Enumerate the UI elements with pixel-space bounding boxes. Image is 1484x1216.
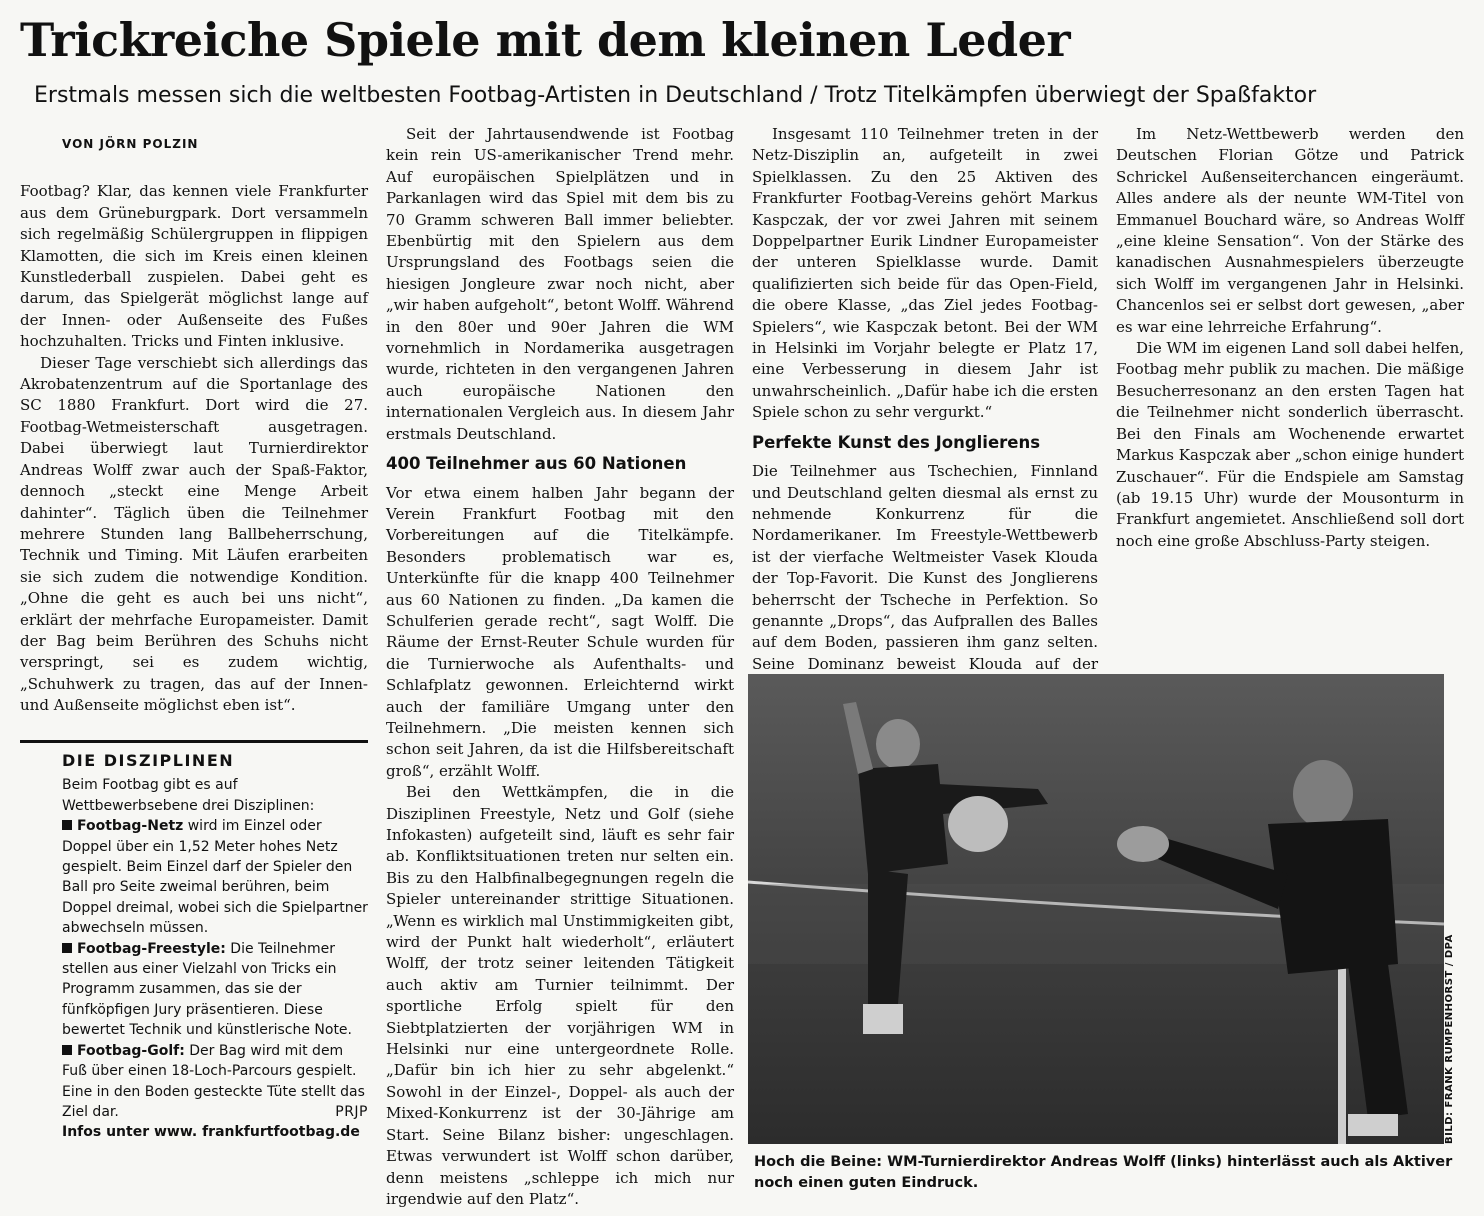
info-item-label: Footbag-Freestyle: xyxy=(77,940,226,957)
article-paragraph-1: Footbag? Klar, das kennen viele Frankfurter aus dem Grüneburgpark. Dort versammeln sich regelmäßig Schülergruppen in flippigen Klamotten, die sich im Kreis einen kleinen Kunstlederball zuspielen. Dabei geht es darum, das Spielgerät möglichst lange auf der Innen- oder Außenseite des Fußes hochzuhalten. Tricks und Finten inklusive. xyxy=(20,182,368,351)
info-box-link[interactable]: Infos unter www. frankfurtfootbag.de xyxy=(62,1124,360,1141)
info-box-intro: Beim Footbag gibt es auf Wettbewerbsebene drei Disziplinen: xyxy=(62,777,315,814)
article-paragraph-9: Die WM im eigenen Land soll dabei helfen, Footbag mehr publik zu machen. Die mäßige Besucherresonanz an den ersten Tagen hat die Teilnehmer nicht sonderlich überrascht. Bei den Finals am Wochenende erwartet Markus Kaspczak aber „schon einige hundert Zuschauer“. Für die Endspiele am Samstag (ab 19.15 Uhr) wurde der Mousonturm in Frankfurt angemietet. Anschließend soll dort noch eine große Abschluss-Party steigen. xyxy=(1116,339,1464,550)
info-item-label: Footbag-Golf: xyxy=(77,1042,185,1059)
article-paragraph-6: Insgesamt 110 Teilnehmer treten in der Netz-Disziplin an, aufgeteilt in zwei Spielklassen. Zu den 25 Aktiven des Frankfurter Footbag-Vereins gehört Markus Kaspczak, der vor zwei Jahren mit seinem Doppelpartner Eurik Lindner Europameister der unteren Spielklasse wurde. Damit qualifizierten sich beide für das Open-Field, die obere Klasse, „das Ziel jedes Footbag-Spielers“, wie Kaspczak betont. Bei der WM in Helsinki im Vorjahr belegte er Platz 17, eine Verbesserung in diesem Jahr ist unwahrscheinlich. „Dafür habe ich die ersten Spiele schon zu sehr vergurkt.“ xyxy=(752,125,1098,422)
subhead-juggling: Perfekte Kunst des Jonglierens xyxy=(752,432,1041,452)
article-paragraph-4: Vor etwa einem halben Jahr begann der Verein Frankfurt Footbag mit den Vorbereitungen auf die Titelkämpfe. Besonders problematisch war es, Unterkünfte für die knapp 400 Teilnehmer aus 60 Nationen zu finden. „Da kamen die Schulferien gerade recht“, sagt Wolff. Die Räume der Ernst-Reuter Schule wurden für die Turnierwoche als Aufenthalts- und Schlafplatz gewonnen. Erleichternd wirkt auch der familiäre Umgang unter den Teilnehmern. „Die meisten kennen sich schon seit Jahren, da ist die Hilfsbereitschaft groß“, erzählt Wolff. xyxy=(386,483,734,780)
article-column-3 xyxy=(752,124,1098,718)
byline: VON JÖRN POLZIN xyxy=(62,137,199,151)
info-item-text: Die Teilnehmer stellen aus einer Vielzahl von Tricks ein Programm zusammen, das sie der fünfköpfigen Jury präsentieren. Diese bewertet Technik und künstlerische Note. xyxy=(62,940,352,1039)
article-column-1 xyxy=(20,124,368,717)
info-box-body xyxy=(62,775,368,1142)
info-box-item xyxy=(62,816,368,938)
info-box-title: DIE DISZIPLINEN xyxy=(62,751,235,770)
info-item-label: Footbag-Netz xyxy=(77,818,184,835)
article-photo xyxy=(748,674,1444,1144)
article-paragraph-5: Bei den Wettkämpfen, die in die Disziplinen Freestyle, Netz und Golf (siehe Infokasten) aufgeteilt sind, läuft es sehr fair ab. Konfliktsituationen treten nur selten ein. Bis zu den Halbfinalbegegnungen regeln die Spieler untereinander strittige Situationen. „Wenn es wirklich mal Unstimmigkeiten gibt, wird der Punkt halt wiederholt“, erläutert Wolff, der trotz seiner leitenden Tätigkeit auch aktiv am Turnier teilnimmt. Der sportliche Erfolg spielt für den Siebtplatzierten der vorjährigen WM in Helsinki nur eine untergeordnete Rolle. „Dafür bin ich hier zu sehr abgelenkt.“ Sowohl in der Einzel-, Doppel- als auch der Mixed-Konkurrenz ist der 30-Jährige am Start. Seine Bilanz bisher: ungeschlagen. Etwas verwundert ist Wolff schon darüber, denn meistens „schleppe ich mich nur irgendwie auf den Platz“. xyxy=(386,783,734,1208)
article-column-2 xyxy=(386,124,734,1210)
bullet-square-icon xyxy=(62,1045,72,1055)
info-box-disciplines xyxy=(20,740,368,1143)
article-column-4 xyxy=(1116,124,1464,552)
info-item-text: wird im Einzel oder Doppel über ein 1,52 Meter hohes Netz gespielt. Beim Einzel darf der Spieler den Ball pro Seite zweimal berühren, beim Doppel dreimal, wobei sich die Spielpartner abwechseln müssen. xyxy=(62,818,368,937)
photo-caption: Hoch die Beine: WM-Turnierdirektor Andreas Wolff (links) hinterlässt auch als Aktiver noch einen guten Eindruck. xyxy=(754,1154,1453,1191)
headline: Trickreiche Spiele mit dem kleinen Leder xyxy=(20,13,1071,67)
photo-footbag-players xyxy=(748,674,1444,1144)
info-box-item xyxy=(62,1041,368,1123)
subhead-participants: 400 Teilnehmer aus 60 Nationen xyxy=(386,454,687,474)
info-item-text: Der Bag wird mit dem Fuß über einen 18-Loch-Parcours gespielt. Eine in den Boden gesteckte Tüte stellt das Ziel dar. xyxy=(62,1042,365,1120)
subheadline: Erstmals messen sich die weltbesten Footbag-Artisten in Deutschland / Trotz Titelkämpfen überwiegt der Spaßfaktor xyxy=(34,83,1317,108)
article-paragraph-3: Seit der Jahrtausendwende ist Footbag kein rein US-amerikanischer Trend mehr. Auf europäischen Spielplätzen und in Parkanlagen wird das Spiel mit dem bis zu 70 Gramm schweren Ball immer beliebter. Ebenbürtig mit den Spielern aus dem Ursprungsland des Footbags seien die hiesigen Jongleure zwar noch nicht, aber „wir haben aufgeholt“, betont Wolff. Während in den 80er und 90er Jahren die WM vornehmlich in Nordamerika ausgetragen wurde, richteten in den vergangenen Jahren auch europäische Nationen den internationalen Vergleich aus. In diesem Jahr erstmals Deutschland. xyxy=(386,125,734,443)
article-paragraph-8: Im Netz-Wettbewerb werden den Deutschen Florian Götze und Patrick Schrickel Außenseiterchancen eingeräumt. Alles andere als der neunte WM-Titel von Emmanuel Bouchard wäre, so Andreas Wolff „eine kleine Sensation“. Von der Stärke des kanadischen Ausnahmespielers überzeugte sich Wolff im vergangenen Jahr in Helsinki. Chancenlos sei er selbst dort gewesen, „aber es war eine lehrreiche Erfahrung“. xyxy=(1116,125,1464,336)
article-paragraph-7: Die Teilnehmer aus Tschechien, Finnland und Deutschland gelten diesmal als ernst zu nehmende Konkurrenz für die Nordamerikaner. Im Freestyle-Wettbewerb ist der vierfache Weltmeister Vasek Klouda der Top-Favorit. Die Kunst des Jonglierens beherrscht der Tscheche in Perfektion. So genannte „Drops“, das Aufprallen des Balles auf dem Boden, passieren ihm ganz selten. Seine Dominanz beweist Klouda auf der xyxy=(752,462,1098,673)
info-box-item xyxy=(62,939,368,1041)
article-paragraph-2: Dieser Tage verschiebt sich allerdings das Akrobatenzentrum auf die Sportanlage des SC 1880 Frankfurt. Dort wird die 27. Footbag-Wetmeisterschaft ausgetragen. Dabei überwiegt laut Turnierdirektor Andreas Wolff zwar auch der Spaß-Faktor, dennoch „steckt eine Menge Arbeit dahinter“. Täglich üben die Teilnehmer mehrere Stunden lang Ballbeherrschung, Technik und Timing. Mit Läufen erarbeiten sie sich zudem die notwendige Kondition. „Ohne die geht es auch bei uns nicht“, erklärt der mehrfache Europameister. Damit der Bag beim Berühren des Schuhs nicht verspringt, sei es zudem wichtig, „Schuhwerk zu tragen, das auf der Innen- und Außenseite möglichst eben ist“. xyxy=(20,353,368,715)
photo-credit: BILD: FRANK RUMPENHORST / DPA xyxy=(1444,934,1455,1144)
bullet-square-icon xyxy=(62,943,72,953)
author-initials: PRJP xyxy=(335,1103,368,1120)
bullet-square-icon xyxy=(62,820,72,830)
